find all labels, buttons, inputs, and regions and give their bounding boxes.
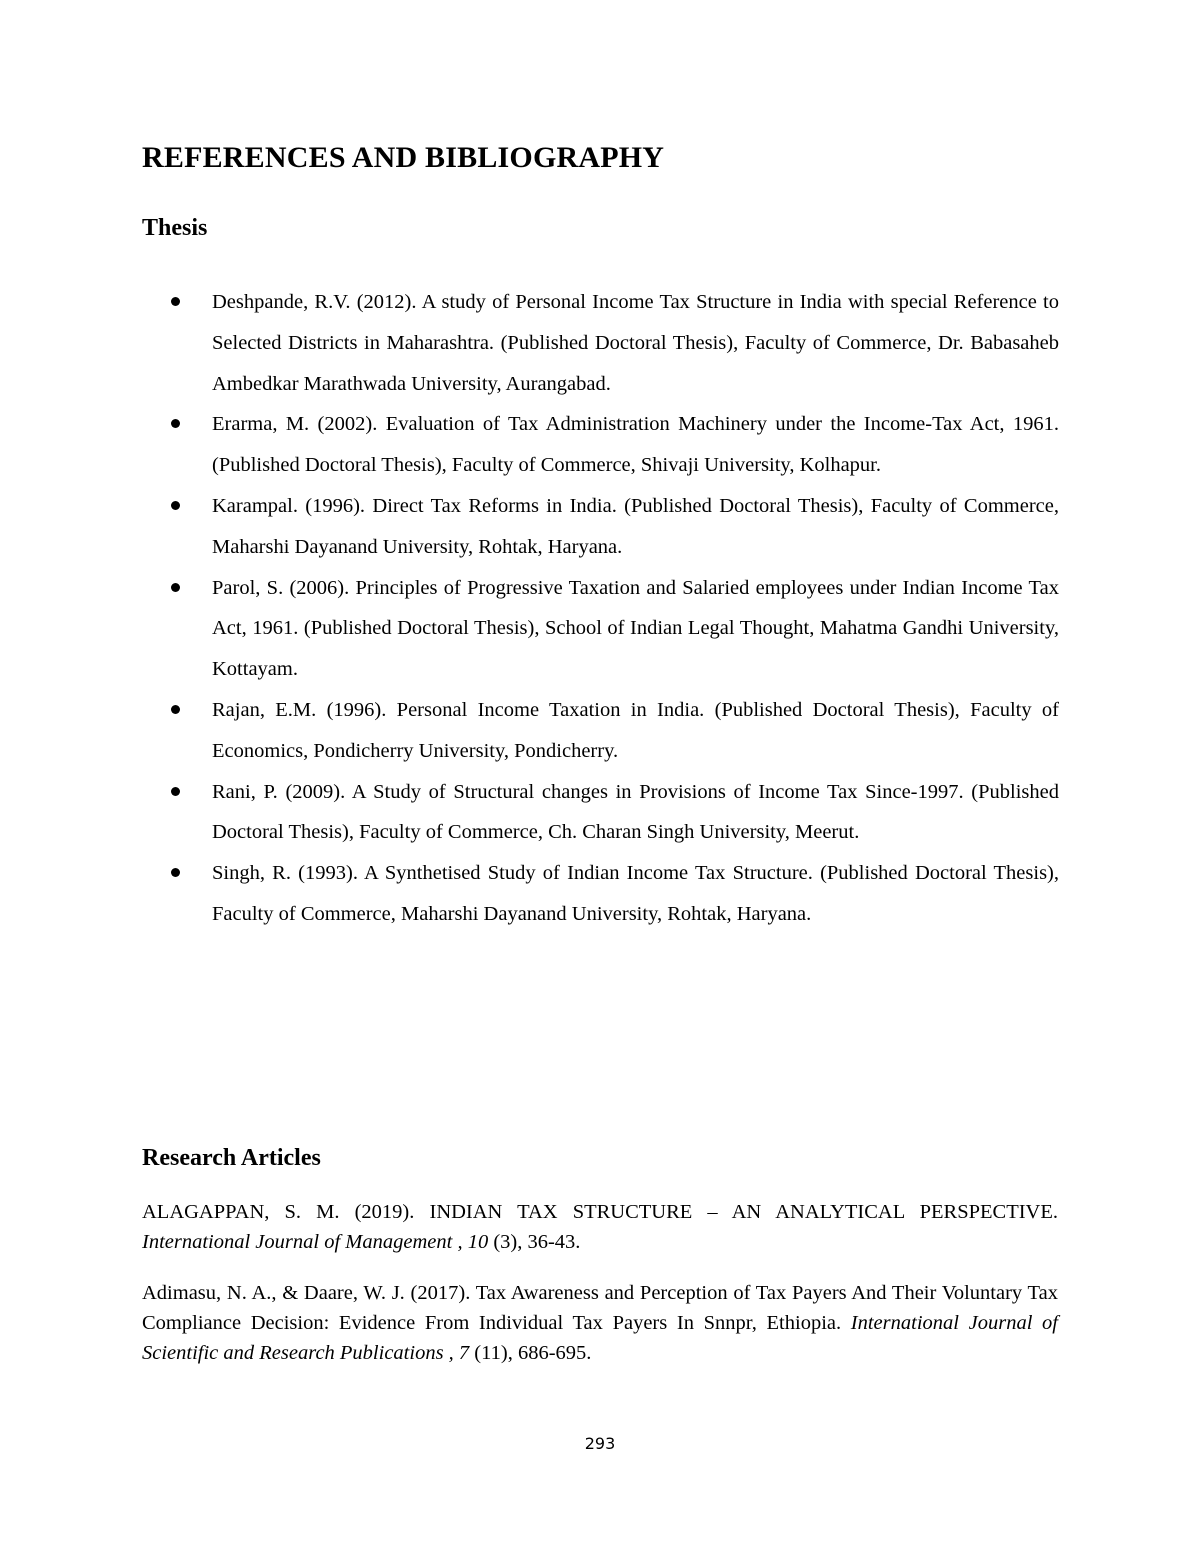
research-articles-heading: Research Articles <box>142 1145 321 1171</box>
thesis-reference-item <box>167 404 1059 486</box>
thesis-reference-item <box>167 690 1059 772</box>
thesis-reference-text: Karampal. (1996). Direct Tax Reforms in India. (Published Doctoral Thesis), Faculty of Commerce, Maharshi Dayanand University, Rohtak, Haryana. <box>212 494 1059 558</box>
article-citation-text: ALAGAPPAN, S. M. (2019). INDIAN TAX STRUCTURE – AN ANALYTICAL PERSPECTIVE. <box>142 1201 1058 1223</box>
bullet-icon <box>171 419 180 428</box>
article-separator: , <box>452 1231 468 1253</box>
thesis-reference-item <box>167 772 1059 854</box>
bullet-icon <box>171 868 180 877</box>
thesis-reference-item <box>167 282 1059 404</box>
article-citation-text: Adimasu, N. A., & Daare, W. J. (2017). Tax Awareness and Perception of Tax Payers And Their Voluntary Tax Compliance Decision: Evidence From Individual Tax Payers In Snnpr, Ethiopia. <box>142 1282 1058 1334</box>
bullet-icon <box>171 501 180 510</box>
article-journal-name: International Journal of Scientific and Research Publications <box>142 1312 1058 1364</box>
page-title: REFERENCES AND BIBLIOGRAPHY <box>142 141 665 174</box>
thesis-reference-list <box>167 282 1059 935</box>
article-issue-pages: (11), 686-695. <box>469 1342 592 1364</box>
thesis-reference-item <box>167 853 1059 935</box>
thesis-reference-item <box>167 486 1059 568</box>
thesis-reference-text: Rani, P. (2009). A Study of Structural changes in Provisions of Income Tax Since-1997. (Published Doctoral Thesis), Faculty of Commerce, Ch. Charan Singh University, Meerut. <box>212 780 1059 844</box>
thesis-reference-text: Deshpande, R.V. (2012). A study of Personal Income Tax Structure in India with special Reference to Selected Districts in Maharashtra. (Published Doctoral Thesis), Faculty of Commerce, Dr. Babasaheb Ambedkar Marathwada University, Aurangabad. <box>212 291 1059 395</box>
bullet-icon <box>171 583 180 592</box>
article-reference <box>142 1197 1058 1257</box>
article-journal-name: International Journal of Management <box>142 1231 453 1253</box>
bullet-icon <box>171 787 180 796</box>
thesis-reference-item <box>167 568 1059 690</box>
bullet-icon <box>171 705 180 714</box>
article-separator: , <box>443 1342 459 1364</box>
article-volume: 10 <box>467 1231 489 1253</box>
thesis-reference-text: Singh, R. (1993). A Synthetised Study of Indian Income Tax Structure. (Published Doctoral Thesis), Faculty of Commerce, Maharshi Dayanand University, Rohtak, Haryana. <box>212 862 1059 925</box>
bullet-icon <box>171 297 180 306</box>
page-number: 293 <box>584 1434 616 1453</box>
thesis-reference-text: Parol, S. (2006). Principles of Progressive Taxation and Salaried employees under Indian Income Tax Act, 1961. (Published Doctoral Thesis), School of Indian Legal Thought, Mahatma Gandhi University, Kottayam. <box>212 576 1059 681</box>
article-volume: 7 <box>458 1342 470 1364</box>
article-reference <box>142 1278 1058 1368</box>
thesis-reference-text: Rajan, E.M. (1996). Personal Income Taxation in India. (Published Doctoral Thesis), Faculty of Economics, Pondicherry University, Pondicherry. <box>212 698 1059 762</box>
thesis-reference-text: Erarma, M. (2002). Evaluation of Tax Administration Machinery under the Income-Tax Act, 1961. (Published Doctoral Thesis), Faculty of Commerce, Shivaji University, Kolhapur. <box>212 413 1059 477</box>
thesis-heading: Thesis <box>142 215 208 241</box>
article-issue-pages: (3), 36-43. <box>488 1231 581 1253</box>
